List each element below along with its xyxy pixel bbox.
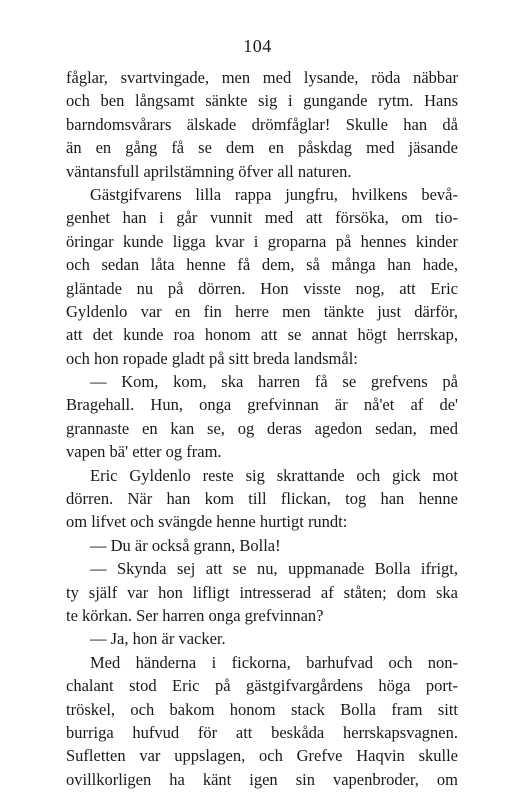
text-line: — Skynda sej att se nu, uppmanade Bolla ifrigt, bbox=[90, 559, 458, 579]
text-line: barndomsvårars älskade drömfåglar! Skulle han då bbox=[66, 114, 458, 134]
text-line: burriga hufvud för att beskåda herrskapsvagnen. bbox=[66, 722, 458, 742]
text-line: ovillkorligen ha känt igen sin vapenbroder, om bbox=[66, 769, 458, 789]
text-line: Med händerna i fickorna, barhufvad och non- bbox=[90, 652, 458, 672]
text-line: grannaste en kan se, og deras agedon sedan, med bbox=[66, 418, 458, 438]
text-line: ty själf var hon lifligt intresserad af ståten; dom ska bbox=[66, 582, 458, 602]
text-line: och hon ropade gladt på sitt breda landsmål: bbox=[66, 348, 358, 368]
page-number: 104 bbox=[243, 36, 272, 56]
text-line: än en gång få se dem en påskdag med jäsande bbox=[66, 138, 458, 158]
text-line: Gästgifvarens lilla rappa jungfru, hvilkens bevå- bbox=[90, 184, 458, 204]
text-line: väntansfull aprilstämning öfver all naturen. bbox=[66, 161, 352, 181]
text-line: Gyldenlo var en fin herre men tänkte just därför, bbox=[66, 301, 458, 321]
text-line: öringar kunde ligga kvar i groparna på hennes kinder bbox=[66, 231, 458, 251]
text-line: att det kunde roa honom att se annat högt herrskap, bbox=[66, 325, 458, 345]
text-line: — Kom, kom, ska harren få se grefvens på bbox=[90, 372, 458, 392]
text-line: Sufletten var uppslagen, och Grefve Haqvin skulle bbox=[66, 746, 458, 766]
text-line: genhet han i går vunnit med att försöka, om tio- bbox=[66, 208, 458, 228]
text-line: Bragehall. Hun, onga grefvinnan är nå'et af de' bbox=[66, 395, 458, 415]
text-line: tröskel, och bakom honom stack Bolla fram sitt bbox=[66, 699, 458, 719]
text-line: — Du är också grann, Bolla! bbox=[90, 535, 281, 555]
text-line: te körkan. Ser harren onga grefvinnan? bbox=[66, 605, 324, 625]
text-line: och ben långsamt sänkte sig i gungande rytm. Hans bbox=[66, 91, 458, 111]
text-line: Eric Gyldenlo reste sig skrattande och gick mot bbox=[90, 465, 458, 485]
text-line: fåglar, svartvingade, men med lysande, röda näbbar bbox=[66, 68, 458, 87]
text-line: vapen bä' etter og fram. bbox=[66, 442, 222, 462]
body-text bbox=[66, 66, 458, 791]
text-line: och sedan låta henne få dem, så många han hade, bbox=[66, 255, 458, 275]
text-line: — Ja, hon är vacker. bbox=[90, 629, 226, 649]
text-line: om lifvet och svängde henne hurtigt rundt: bbox=[66, 512, 348, 532]
text-line: dörren. När han kom till flickan, tog han henne bbox=[66, 489, 458, 509]
text-line: gläntade nu på dörren. Hon visste nog, att Eric bbox=[66, 278, 458, 298]
text-line: chalant stod Eric på gästgifvargårdens höga port- bbox=[66, 676, 458, 696]
